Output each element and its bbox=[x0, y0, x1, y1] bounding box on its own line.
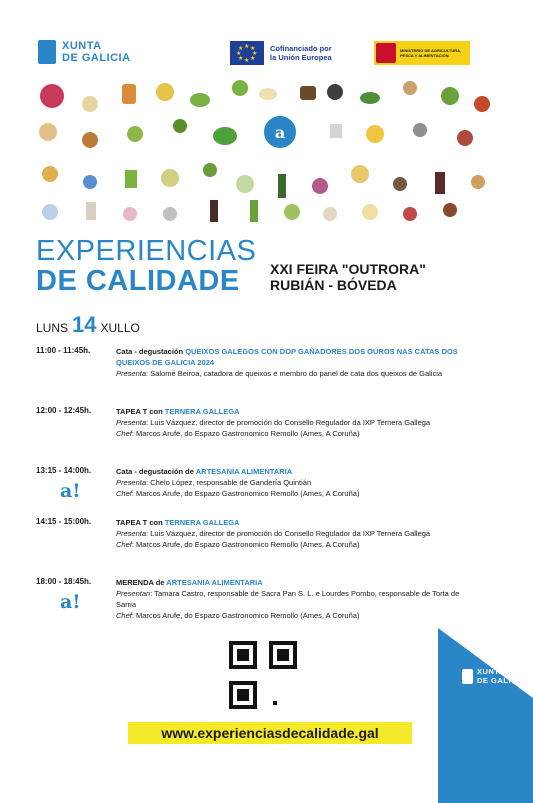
program-line bbox=[116, 406, 476, 417]
program-text: Presenta bbox=[116, 478, 147, 487]
program-line bbox=[116, 466, 476, 477]
xunta-logo-line1: XUNTA bbox=[62, 40, 102, 52]
program-text: : Marcos Arufe, do Espazo Gastronomico Remollo (Ames, A Coruña) bbox=[131, 489, 360, 498]
program-text: Cata - degustación bbox=[116, 347, 186, 356]
xunta-logo-line2: DE GALICIA bbox=[62, 52, 131, 64]
title-line2: DE CALIDADE bbox=[36, 265, 240, 297]
program-line bbox=[116, 417, 476, 428]
program-text: : Marcos Arufe, do Espazo Gastronomico Remollo (Ames, A Coruña) bbox=[131, 429, 360, 438]
program-time: 18:00 - 18:45h. bbox=[36, 577, 92, 586]
xunta-shield-icon bbox=[38, 40, 56, 64]
qr-code[interactable] bbox=[229, 641, 297, 709]
program-line bbox=[116, 588, 476, 610]
program-text: ARTESANÍA ALIMENTARIA bbox=[195, 467, 293, 476]
program-line bbox=[116, 488, 476, 499]
eu-logo-line1: Cofinanciado por bbox=[270, 44, 332, 53]
program-time: 12:00 - 12:45h. bbox=[36, 406, 92, 415]
program-text: Presenta bbox=[116, 529, 147, 538]
event-line1: XXI FEIRA "OUTRORA" bbox=[270, 261, 426, 277]
title-line1: EXPERIENCIAS bbox=[36, 235, 257, 267]
program-text: Chef bbox=[116, 489, 132, 498]
eu-logo bbox=[230, 41, 332, 65]
corner-xunta-shield-icon bbox=[462, 669, 473, 684]
event-date bbox=[36, 312, 140, 338]
program-text: : Marcos Arufe, do Espazo Gastronomico Remollo (Ames, A Coruña) bbox=[131, 540, 360, 549]
website-link[interactable]: www.experienciasdecalidade.gal bbox=[128, 722, 412, 744]
program-line bbox=[116, 517, 476, 528]
program-text: TERNERA GALLEGA bbox=[164, 407, 240, 416]
program-line bbox=[116, 539, 476, 550]
artesania-mark-icon: a! bbox=[60, 591, 81, 613]
artesania-mark-icon: a! bbox=[60, 480, 81, 502]
program-text: : Chelo López, responsable de Gandería Quintián bbox=[146, 478, 312, 487]
program-line bbox=[116, 368, 476, 379]
program-text: TERNERA GALLEGA bbox=[164, 518, 240, 527]
program-description bbox=[116, 517, 476, 550]
eu-flag-icon: ★ ★ ★ ★ ★ ★ ★ ★ bbox=[230, 41, 264, 65]
program-text: ARTESANIA ALIMENTARIA bbox=[166, 578, 263, 587]
svg-text:a: a bbox=[274, 123, 286, 142]
program-text: : Luis Vázquez, director de promoción do Consello Regulador da IXP Ternera Gallega bbox=[146, 418, 431, 427]
date-month: XULLO bbox=[100, 321, 140, 335]
program-text: Presenta bbox=[116, 418, 147, 427]
program-text: Presentan bbox=[116, 589, 151, 598]
program-text: TAPEA T con bbox=[116, 407, 165, 416]
program-text: : Salomé Beiroa, catadora de queixos e membro do panel de cata dos queixos de Galicia bbox=[146, 369, 443, 378]
program-line bbox=[116, 428, 476, 439]
program-line bbox=[116, 528, 476, 539]
program-description bbox=[116, 466, 476, 499]
program-time: 11:00 - 11:45h. bbox=[36, 346, 91, 355]
program-text: : Tamara Castro, responsable de Sacra Pan S. L. e Lourdes Pombo, responsable de Torta de Sarria bbox=[116, 589, 460, 609]
program-description bbox=[116, 346, 476, 379]
eu-logo-line2: la Unión Europea bbox=[270, 53, 332, 62]
program-text: Chef bbox=[116, 540, 132, 549]
program-text: Presenta bbox=[116, 369, 147, 378]
program-text: : Marcos Arufe, do Espazo Gastronomico Remollo (Ames, A Coruña) bbox=[131, 611, 360, 620]
main-title bbox=[36, 236, 256, 296]
corner-decoration bbox=[438, 628, 533, 803]
program-line bbox=[116, 610, 476, 621]
date-day: 14 bbox=[72, 312, 97, 337]
corner-xunta-logo bbox=[462, 667, 525, 685]
program-text: QUEIXOS GALEGOS CON DOP GAÑADORES DOS OUROS NAS CATAS DOS QUEIXOS DE GALICIA 2024 bbox=[116, 347, 458, 367]
spain-ministry-text: MINISTERIO DE AGRICULTURA, PESCA Y ALIMENTACIÓN bbox=[400, 48, 462, 58]
program-description bbox=[116, 406, 476, 439]
product-icons bbox=[39, 80, 490, 222]
program-text: MERENDA de bbox=[116, 578, 167, 587]
program-line bbox=[116, 346, 476, 368]
program-text: Chef bbox=[116, 611, 132, 620]
program-description bbox=[116, 577, 476, 621]
program-line bbox=[116, 577, 476, 588]
food-products-illustration bbox=[30, 74, 500, 224]
program-text: TAPEA T con bbox=[116, 518, 165, 527]
corner-logo-line2: DE GALICIA bbox=[477, 676, 526, 685]
date-weekday: LUNS bbox=[36, 321, 69, 335]
program-line bbox=[116, 477, 476, 488]
program-time: 13:15 - 14:00h. bbox=[36, 466, 92, 475]
program-text: Chef bbox=[116, 429, 132, 438]
corner-logo-line1: XUNTA bbox=[477, 667, 505, 676]
spain-coat-of-arms-icon bbox=[376, 43, 396, 63]
program-text: : Luis Vázquez, director de promoción do Consello Regulador da IXP Ternera Gallega bbox=[146, 529, 431, 538]
event-name bbox=[270, 261, 426, 293]
program-text: Cata - degustación de bbox=[116, 467, 196, 476]
spain-ministry-logo bbox=[374, 41, 470, 65]
xunta-logo bbox=[38, 40, 131, 64]
event-line2: RUBIÁN - BÓVEDA bbox=[270, 277, 397, 293]
program-time: 14:15 - 15:00h. bbox=[36, 517, 92, 526]
